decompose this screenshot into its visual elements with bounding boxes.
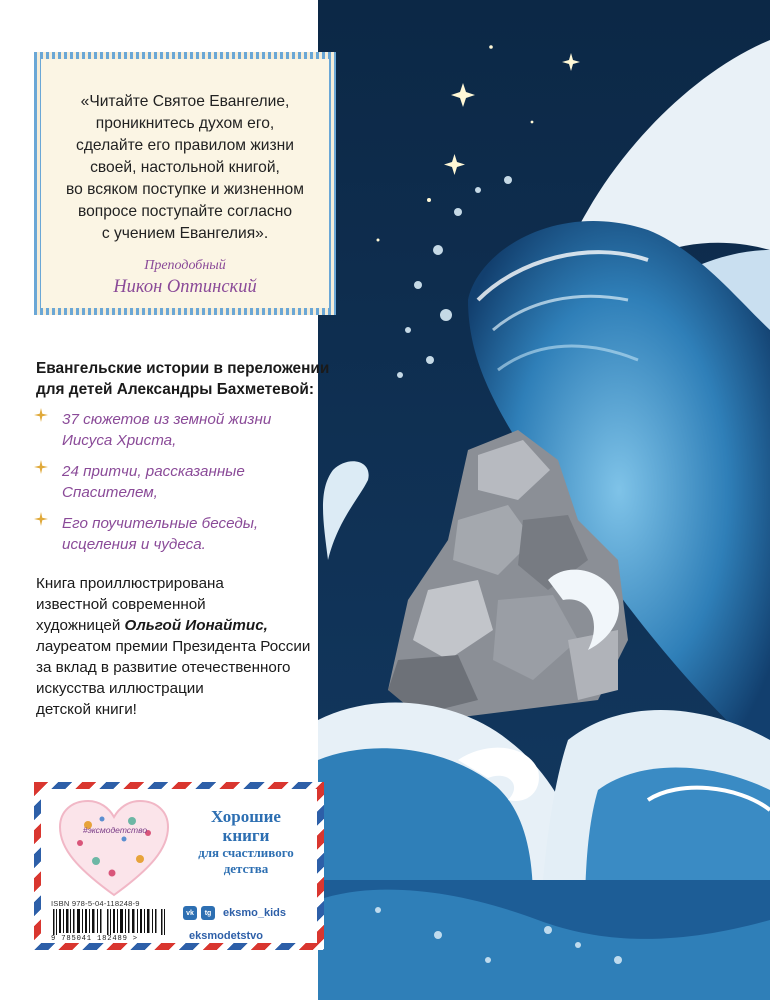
- quote-author-role: Преподобный: [144, 258, 226, 273]
- slogan-line: книги: [222, 826, 270, 845]
- quote-line: своей, настольной книгой,: [90, 159, 280, 176]
- paragraph-text: художницей: [36, 617, 125, 634]
- list-item-line: 24 притчи, рассказанные: [62, 463, 245, 480]
- quote-line: «Читайте Святое Евангелие,: [80, 93, 290, 110]
- illustrator-paragraph: [36, 573, 336, 720]
- isbn-text: ISBN 978-5-04-118248-9: [51, 899, 140, 908]
- list-item-line: Его поучительные беседы,: [62, 515, 259, 532]
- list-item-line: Иисуса Христа,: [62, 432, 177, 449]
- publisher-slogan: [181, 807, 311, 877]
- quote-line: во всяком поступке и жизненном: [66, 181, 304, 198]
- sparkle-icon: [34, 408, 48, 422]
- publisher-card-inner: [41, 789, 317, 943]
- sea-waves-illustration: [318, 0, 770, 1000]
- list-item-text: [62, 513, 334, 555]
- list-item-line: исцеления и чудеса.: [62, 536, 206, 553]
- illustrator-name: Ольгой Ионайтис,: [124, 617, 268, 634]
- quote-panel: [41, 59, 329, 308]
- intro-heading-line: Евангельские истории в переложении: [36, 360, 330, 377]
- intro-heading: [36, 358, 336, 400]
- paragraph-line: лауреатом премии Президента России: [36, 638, 311, 655]
- sparkle-icon: [34, 460, 48, 474]
- paragraph-line: Книга проиллюстрирована: [36, 575, 224, 592]
- paragraph-line: известной современной: [36, 596, 206, 613]
- cover-illustration: [318, 0, 770, 1000]
- publisher-card: [34, 782, 324, 950]
- paragraph-line: за вклад в развитие отечественного: [36, 659, 291, 676]
- quote-line: сделайте его правилом жизни: [76, 137, 294, 154]
- quote-line: проникнитесь духом его,: [95, 115, 275, 132]
- list-item-line: Спасителем,: [62, 484, 158, 501]
- heart-logo-icon: [58, 799, 170, 899]
- list-item: [34, 513, 334, 555]
- slogan-line: Хорошие: [211, 807, 281, 826]
- barcode-icon: [51, 909, 169, 935]
- list-item: [34, 461, 334, 503]
- sparkle-icon: [34, 512, 48, 526]
- paragraph-line: детской книги!: [36, 701, 137, 718]
- slogan-line: детства: [223, 861, 269, 876]
- list-item-text: [62, 409, 334, 451]
- quote-author-name: Никон Оптинский: [113, 277, 257, 297]
- list-item: [34, 409, 334, 451]
- list-item-line: 37 сюжетов из земной жизни: [62, 411, 272, 428]
- vk-icon[interactable]: vk: [183, 906, 197, 920]
- social-handle: eksmo_kids: [223, 907, 286, 919]
- quote-text: [53, 91, 317, 245]
- quote-line: вопросе поступайте согласно: [77, 203, 293, 220]
- intro-heading-line: для детей Александры Бахметевой:: [36, 381, 314, 398]
- publisher-site: eksmodetstvo: [189, 930, 263, 942]
- paragraph-line: [36, 615, 336, 636]
- hashtag-label: #эксмодетство: [82, 825, 148, 835]
- paragraph-line: искусства иллюстрации: [36, 680, 204, 697]
- telegram-icon[interactable]: tg: [201, 906, 215, 920]
- contents-list: [34, 409, 334, 565]
- barcode-number: 9 785041 182489 >: [51, 935, 138, 943]
- social-links: [183, 906, 286, 920]
- quote-line: с учением Евангелия».: [101, 225, 269, 242]
- quote-frame: [34, 52, 336, 315]
- list-item-text: [62, 461, 334, 503]
- slogan-line: для счастливого: [198, 845, 294, 860]
